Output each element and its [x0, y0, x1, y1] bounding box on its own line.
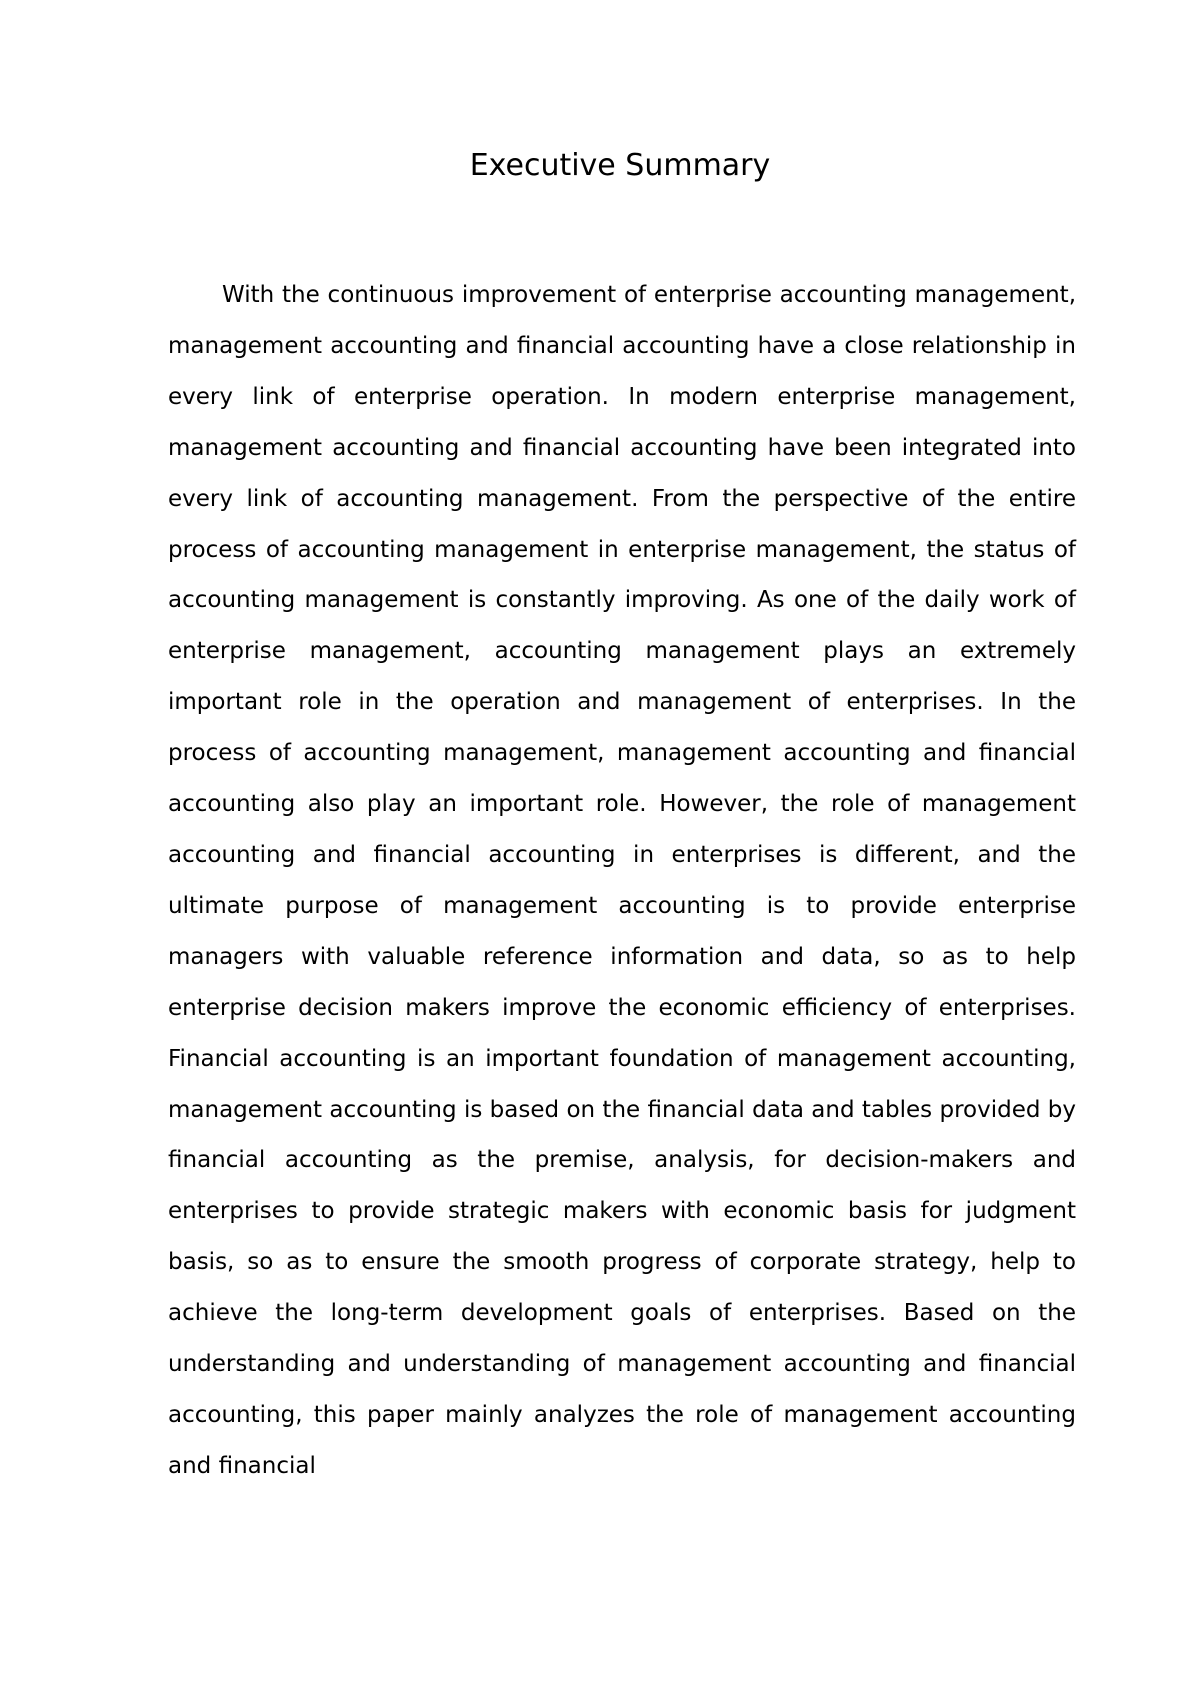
summary-paragraph: With the continuous improvement of enterprise accounting management, management accounting and financial accounting have a close relationship in every link of enterprise operation. In modern enterprise management, management accounting and financial accounting have been integrated into every link of accounting management. From the perspective of the entire process of accounting management in enterprise management, the status of accounting management is constantly improving. As one of the daily work of enterprise management, accounting management plays an extremely important role in the operation and management of enterprises. In the process of accounting management, management accounting and financial accounting also play an important role. However, the role of management accounting and financial accounting in enterprises is different, and the ultimate purpose of management accounting is to provide enterprise managers with valuable reference information and data, so as to help enterprise decision makers improve the economic efficiency of enterprises. Financial accounting is an important foundation of management accounting, management accounting is based on the financial data and tables provided by financial accounting as the premise, analysis, for decision-makers and enterprises to provide strategic makers with economic basis for judgment basis, so as to ensure the smooth progress of corporate strategy, help to achieve the long-term development goals of enterprises. Based on the understanding and understanding of management accounting and financial accounting, this paper mainly analyzes the role of management accounting and financial: [168, 282, 1076, 1479]
page-title: Executive Summary: [469, 148, 771, 183]
